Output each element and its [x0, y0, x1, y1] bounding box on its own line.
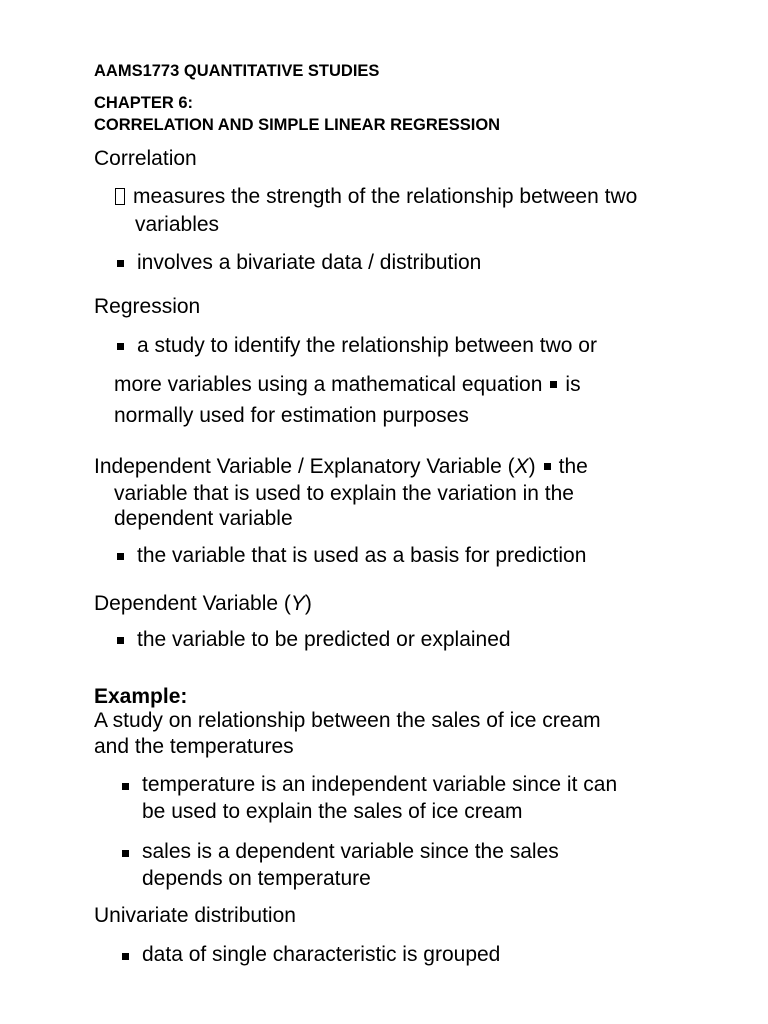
example-point-1-line-2: be used to explain the sales of ice cream [142, 800, 523, 823]
correlation-heading: Correlation [94, 147, 197, 170]
square-bullet-icon [117, 343, 124, 350]
square-bullet-icon [122, 850, 129, 857]
square-bullet-icon [122, 953, 129, 960]
dependent-variable-heading: Dependent Variable (Y) [94, 592, 312, 615]
regression-line-2: more variables using a mathematical equation is [114, 373, 581, 396]
chapter-number: CHAPTER 6: [94, 94, 194, 112]
square-bullet-icon [117, 637, 124, 644]
square-bullet-icon [122, 783, 129, 790]
univariate-heading: Univariate distribution [94, 904, 296, 927]
example-line-1: A study on relationship between the sales of ice cream [94, 709, 601, 732]
regression-heading: Regression [94, 295, 201, 318]
regression-point-1: a study to identify the relationship between two or [137, 334, 597, 357]
correlation-point-2: involves a bivariate data / distribution [137, 251, 482, 274]
square-bullet-icon [117, 553, 124, 560]
example-point-1-line-1: temperature is an independent variable since it can [142, 773, 618, 796]
example-point-2-line-1: sales is a dependent variable since the sales [142, 840, 559, 863]
square-bullet-icon [544, 463, 551, 470]
missing-glyph-bullet-icon [115, 188, 125, 205]
independent-point-2: the variable that is used as a basis for prediction [137, 544, 587, 567]
square-bullet-icon [550, 381, 557, 388]
course-title: AAMS1773 QUANTITATIVE STUDIES [94, 62, 380, 80]
correlation-point-1-line-2: variables [135, 213, 220, 236]
independent-line-2: variable that is used to explain the variation in the [114, 482, 574, 505]
independent-line-3: dependent variable [114, 507, 293, 530]
dependent-point-1: the variable to be predicted or explained [137, 628, 511, 651]
example-point-2-line-2: depends on temperature [142, 867, 371, 890]
univariate-point-1: data of single characteristic is grouped [142, 943, 501, 966]
regression-line-3: normally used for estimation purposes [114, 404, 469, 427]
independent-variable-heading: Independent Variable / Explanatory Variable (X) the [94, 455, 588, 478]
correlation-point-1-line-1: measures the strength of the relationship between two [133, 185, 638, 208]
example-line-2: and the temperatures [94, 735, 294, 758]
chapter-title: CORRELATION AND SIMPLE LINEAR REGRESSION [94, 116, 501, 134]
example-heading: Example: [94, 685, 188, 708]
square-bullet-icon [117, 260, 124, 267]
